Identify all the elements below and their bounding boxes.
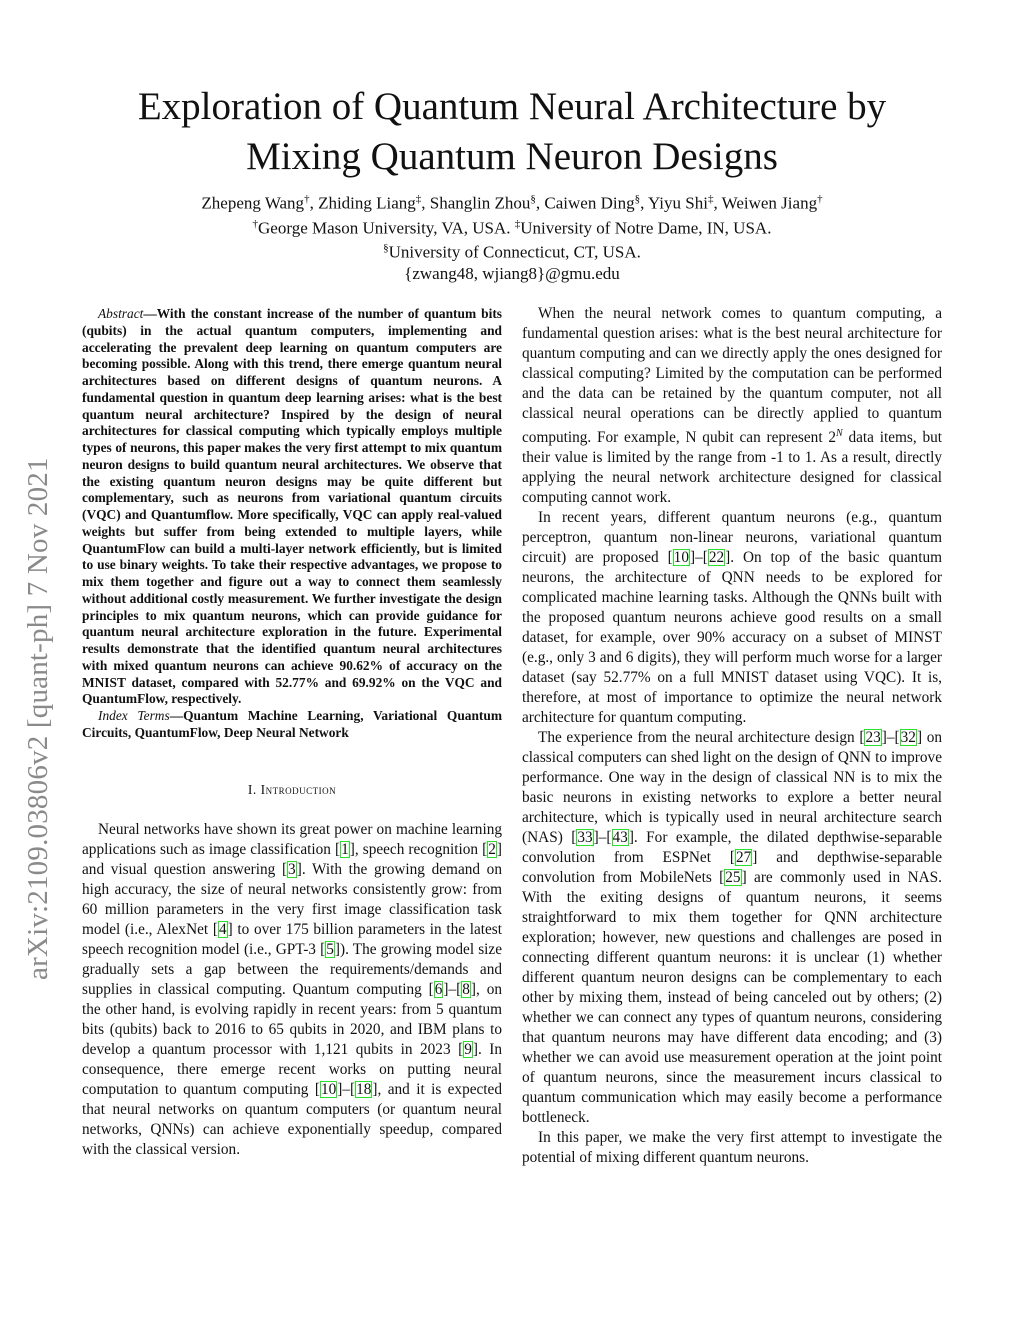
author-affiliation-mark: ‡ bbox=[415, 193, 422, 205]
author-affiliation-mark: † bbox=[817, 193, 823, 205]
citation-link[interactable]: 5 bbox=[326, 940, 334, 958]
left-body bbox=[82, 820, 502, 1160]
citation-link[interactable]: 22 bbox=[708, 549, 725, 567]
body-paragraph: In this paper, we make the very first attempt to investigate the potential of mixing different quantum neurons. bbox=[522, 1129, 942, 1167]
right-column bbox=[522, 304, 942, 1168]
author-affiliation-mark: § bbox=[530, 193, 536, 205]
citation-link[interactable]: 9 bbox=[464, 1040, 472, 1058]
index-terms bbox=[82, 708, 502, 742]
author-block bbox=[60, 189, 964, 284]
author-list: Zhepeng Wang†, Zhiding Liang‡, Shanglin Zhou§, Caiwen Ding§, Yiyu Shi‡, Weiwen Jiang† bbox=[201, 193, 823, 213]
author-name: Zhepeng Wang bbox=[201, 193, 305, 213]
body-paragraph: When the neural network comes to quantum computing, a fundamental question arises: what is the best neural architecture for quantum computing and can we directly apply the ones designed for classical computing? Limited by the computation can be performed and the data can be retained by the quantum computer, not all classical neural operations can be directly applied to quantum computing. For example, N qubit can represent $2^N$ data items, but their value is limited by the range from -1 to 1. As a result, directly applying the neural network architecture designed for classical computing cannot work. bbox=[522, 305, 942, 507]
affiliation-mark: § bbox=[383, 242, 389, 255]
paper-title bbox=[60, 82, 964, 182]
citation-link[interactable]: 18 bbox=[356, 1080, 372, 1098]
affiliations-line-1 bbox=[60, 214, 964, 239]
abstract-text: —With the constant increase of the number of quantum bits (qubits) in the actual quantum computers, implementing and accelerating the prevalent deep learning on quantum computers are becoming possible. Along with this trend, there emerge quantum neural architectures based on different designs of quantum neurons. A fundamental question in quantum deep learning arises: what is the best quantum neural architecture? Inspired by the design of neural architectures for classical computing which typically employs multiple types of neurons, this paper makes the very first attempt to mix quantum neuron designs to build quantum neural architectures. We observe that the existing quantum neuron designs may be quite different but complementary, such as neurons from variational quantum circuits (VQC) and Quantumflow. More specifically, VQC can apply real-valued weights but suffer from being extended to multiple layers, while QuantumFlow can build a multi-layer network efficiently, but is limited to use binary weights. To take their respective advantages, we propose to mix them together and figure out a way to connect them seamlessly without additional costly measurement. We further investigate the design principles to mix quantum neurons, which can provide guidance for quantum neural architecture exploration in the future. Experimental results demonstrate that the identified quantum neural architectures with mixed quantum neurons can achieve 90.62% of accuracy on the MNIST dataset, compared with 52.77% and 69.92% on the VQC and QuantumFlow, respectively. bbox=[82, 306, 502, 707]
citation-link[interactable]: 10 bbox=[673, 549, 689, 567]
title-line-1: Exploration of Quantum Neural Architecture by bbox=[137, 85, 887, 128]
citation-link[interactable]: 4 bbox=[218, 920, 227, 938]
affiliation: University of Connecticut, CT, USA. bbox=[388, 242, 641, 262]
author-name: Weiwen Jiang bbox=[721, 193, 818, 213]
author-name: Shanglin Zhou bbox=[429, 193, 531, 213]
citation-link[interactable]: 33 bbox=[577, 829, 593, 847]
affiliation: George Mason University, VA, USA. bbox=[258, 218, 511, 238]
body-paragraph: The experience from the neural architecture design [23]–[32] on classical computers can shed light on the design of QNN to improve performance. One way in the design of classical NN is to mix the basic neurons in existing networks to explore a better neural architecture, which is typically used in neural architecture search (NAS) [33]–[43]. For example, the dilated depthwise-separable convolution from ESPNet [27] and depthwise-separable convolution from MobileNets [25] are commonly used in NAS. With the exiting designs of quantum neurons, it seems straightforward to mix them together for QNN architecture exploration; however, new questions and challenges are posed in connecting different quantum neurons: it is unclear (1) whether different quantum neuron designs can be complementary to each other by mixing them, instead of being canceled out by others; (2) whether we can connect any types of quantum neurons, considering that quantum neurons may have different data encoding; and (3) whether we can avoid use measurement operation at the joint point of quantum neurons, since the measurement incurs classical to quantum communication which may easily become a performance bottleneck. bbox=[522, 729, 943, 1127]
affiliation: University of Notre Dame, IN, USA. bbox=[520, 218, 772, 238]
affiliation-mark: † bbox=[252, 217, 259, 230]
title-line-2: Mixing Quantum Neuron Designs bbox=[246, 135, 778, 178]
citation-link[interactable]: 27 bbox=[735, 849, 752, 867]
citation-link[interactable]: 32 bbox=[900, 729, 916, 747]
abstract bbox=[82, 306, 502, 708]
citation-link[interactable]: 10 bbox=[320, 1080, 337, 1098]
author-affiliation-mark: § bbox=[634, 193, 641, 205]
author-name: Yiyu Shi bbox=[647, 193, 708, 213]
superscript: N bbox=[836, 428, 843, 439]
citation-link[interactable]: 25 bbox=[725, 869, 741, 887]
citation-link[interactable]: 6 bbox=[434, 980, 443, 998]
citation-link[interactable]: 1 bbox=[341, 840, 349, 858]
citation-link[interactable]: 23 bbox=[865, 729, 881, 747]
abstract-label: Abstract bbox=[98, 306, 144, 321]
citation-link[interactable]: 43 bbox=[612, 829, 628, 847]
citation-link[interactable]: 8 bbox=[462, 980, 470, 998]
affiliation-mark: ‡ bbox=[514, 217, 521, 230]
author-email: {zwang48, wjiang8}@gmu.edu bbox=[404, 263, 620, 283]
author-affiliation-mark: † bbox=[304, 193, 310, 205]
index-terms-text: —Quantum Machine Learning, Variational Quantum Circuits, QuantumFlow, Deep Neural Network bbox=[82, 708, 502, 740]
body-paragraph: Neural networks have shown its great power on machine learning applications such as image classification [1], speech recognition [2] and visual question answering [3]. With the growing demand on high accuracy, the size of neural networks consistently grow: from 60 million parameters in the very first image classification task model (i.e., AlexNet [4] to over 175 billion parameters in the latest speech recognition model (i.e., GPT-3 [5]). The growing model size gradually sets a gap between the requirements/demands and supplies in classical computing. Quantum computing [6]–[8], on the other hand, is evolving rapidly in recent years: from 5 quantum bits (qubits) back to 2016 to 65 qubits in 2020, and IBM plans to develop a quantum processor with 1,121 qubits in 2023 [9]. In consequence, there emerge recent works on putting neural computation to quantum computing [10]–[18], and it is expected that neural networks on quantum computers (or quantum neural networks, QNNs) can achieve exponentially speedup, compared with the classical version. bbox=[82, 820, 502, 1158]
arxiv-identifier: arXiv:2109.03806v2 [quant-ph] 7 Nov 2021 bbox=[22, 457, 54, 980]
body-paragraph: In recent years, different quantum neurons (e.g., quantum perceptron, quantum non-linear neurons, variational quantum circuit) are proposed [10]–[22]. On top of the basic quantum neurons, the architecture of QNN needs to be explored for complicated machine learning tasks. Although the QNNs built with the proposed quantum neurons achieve good results on a small dataset, for example, over 90% accuracy on a subset of MINST (e.g., only 3 and 6 digits), they will perform much worse for a larger dataset (say 52.77% on a full MNIST dataset using VQC). It is, therefore, at most of importance to optimize the neural network architecture for quantum computing. bbox=[522, 509, 942, 727]
author-name: Caiwen Ding bbox=[544, 193, 635, 213]
affiliations-line-2 bbox=[60, 238, 964, 263]
index-terms-label: Index Terms bbox=[98, 708, 170, 723]
citation-link[interactable]: 3 bbox=[288, 860, 296, 878]
section-heading: I. Introduction bbox=[247, 781, 337, 797]
author-affiliation-mark: ‡ bbox=[707, 193, 714, 205]
citation-link[interactable]: 2 bbox=[488, 840, 496, 858]
author-name: Zhiding Liang bbox=[318, 193, 416, 213]
left-column bbox=[82, 306, 502, 1160]
right-body bbox=[522, 304, 942, 1168]
